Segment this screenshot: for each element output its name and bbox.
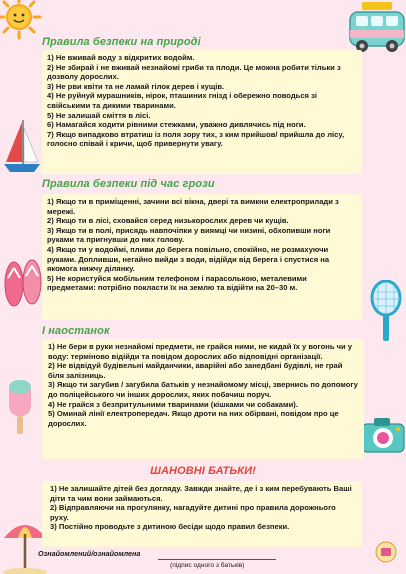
- list-item: 4) Якщо ти у водоймі, пливи до берега повільно, спокійно, не розмахуючи руками. Допливши, негайно вийди з води, відійди від берега і спустися на якомога нижчу ділянку.: [47, 244, 330, 274]
- list-item: 3) Якщо ти в полі, присядь навпочіпки у виямці чи низині, обхопивши ноги руками та пригнувши до них голову.: [47, 225, 331, 245]
- signature-label: Ознайомлений/ознайомлена: [38, 549, 141, 558]
- list-item: 3) Не рви квіти та не ламай гілок дерев і кущів.: [47, 81, 225, 91]
- list-item: 3) Постійно проводьте з дитиною бесіди щодо правил безпеки.: [50, 522, 290, 532]
- storm-rules-list: [42, 194, 362, 293]
- tennis-racket-icon: [366, 280, 406, 346]
- finally-rules-list: [42, 339, 364, 428]
- finally-rules-block: [42, 339, 364, 459]
- finally-heading: І наостанок: [42, 325, 110, 337]
- sailboat-icon: [2, 118, 42, 176]
- signature-line[interactable]: [158, 559, 276, 560]
- list-item: 2) Якщо ти в лісі, сховайся серед низькорослих дерев чи кущів.: [47, 216, 289, 226]
- storm-heading: Правила безпеки під час грози: [42, 178, 215, 190]
- list-item: 7) Якщо випадково втратиш із поля зору тих, з ким прийшов/ прийшла до лісу, голосно співай і кричи, щоб привернути увагу.: [47, 129, 345, 149]
- list-item: 2) Не збирай і не вживай незнайомі гриби та плоди. Це можна робити тільки з дозволу дорослих.: [47, 62, 341, 82]
- list-item: 6) Намагайся ходити рівними стежками, уважно дивлячись під ноги.: [47, 120, 306, 130]
- list-item: 4) Не грайся з безпритульними тваринами (кішками чи собаками).: [48, 399, 298, 409]
- sun-icon: [0, 0, 42, 40]
- list-item: 5) Оминай лінії електропередач. Якщо дроти на них обірвані, повідом про це дорослих.: [48, 409, 339, 428]
- list-item: 5) Не залишай сміття в лісі.: [47, 110, 151, 120]
- list-item: 3) Якщо ти загубив / загубила батьків у незнайомому місці, звернись по допомогу до поліцейського чи інших дорослих, яких побачиш поруч.: [48, 380, 358, 399]
- list-item: 2) Не відвідуй будівельні майданчики, аварійні або занедбані будівлі, не грай біля залізниць.: [48, 361, 343, 380]
- signature-hint: (підпис одного з батьків): [170, 562, 245, 569]
- storm-rules-block: [42, 194, 362, 320]
- list-item: 4) Не руйнуй мурашників, нірок, пташиних гнізд і обережно поводься зі свійськими та дикими тваринами.: [47, 91, 317, 110]
- nature-rules-block: [42, 50, 362, 174]
- flip-flops-icon: [2, 252, 44, 312]
- list-item: 1) Не вживай воду з відкритих водойм.: [47, 53, 195, 62]
- camera-icon: [360, 414, 406, 456]
- parents-rules-list: [42, 481, 362, 532]
- nature-rules-list: [42, 50, 362, 149]
- watermark-logo: [374, 540, 398, 564]
- nature-heading: Правила безпеки на природі: [42, 36, 201, 48]
- popsicle-icon: [6, 378, 34, 436]
- parents-rules-block: [42, 481, 362, 547]
- list-item: 1) Не бери в руки незнайомі предмети, не грайся ними, не кидай їх у вогонь чи у воду: терміново відійди та повідом дорослих або відповідні організації.: [48, 342, 353, 361]
- list-item: 1) Не залишайте дітей без догляду. Завжди знайте, де і з ким перебувають Ваші діти та чим вони займаються.: [50, 484, 352, 503]
- list-item: 1) Якщо ти в приміщенні, зачини всі вікна, двері та вимкни електроприлади з мережі.: [47, 197, 339, 216]
- parents-heading: ШАНОВНІ БАТЬКИ!: [150, 465, 256, 477]
- list-item: 5) Не користуйся мобільним телефоном і парасолькою, металевими предметами: потрібно покласти їх на землю та відійти на 20–30 м.: [47, 273, 307, 293]
- list-item: 2) Відправляючи на прогулянку, нагадуйте дитині про правила дорожнього руху.: [50, 503, 336, 522]
